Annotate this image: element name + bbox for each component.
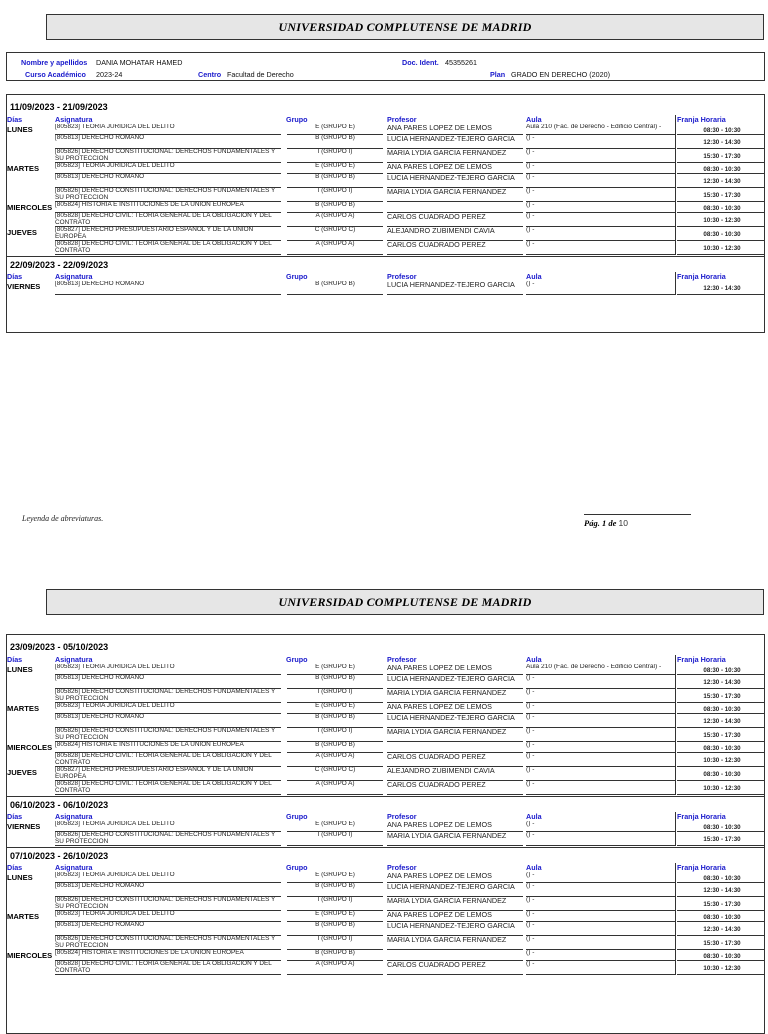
time-slot-cell: 15:30 - 17:30 — [703, 901, 741, 908]
professor-cell: LUCIA HERNANDEZ-TEJERO GARCIA — [387, 281, 515, 289]
professor-cell: MARIA LYDIA GARCIA FERNANDEZ — [387, 897, 507, 905]
professor-cell: LUCIA HERNANDEZ-TEJERO GARCIA — [387, 174, 515, 182]
professor-cell: LUCIA HERNANDEZ-TEJERO GARCIA — [387, 135, 515, 143]
row-rule — [677, 974, 765, 975]
column-header-franja: Franja Horaria — [677, 272, 726, 281]
subject-cell: [805823] TEORIA JURIDICA DEL DELITO — [55, 911, 175, 917]
column-header-grupo: Grupo — [286, 272, 308, 281]
column-header-asignatura: Asignatura — [55, 812, 93, 821]
row-rule — [677, 845, 765, 846]
subject-cell: [805823] TEORIA JURIDICA DEL DELITO — [55, 872, 175, 878]
row-rule — [55, 294, 281, 295]
row-rule — [526, 254, 676, 255]
row-rule — [526, 794, 676, 795]
column-header-aula: Aula — [526, 863, 542, 872]
column-header-aula: Aula — [526, 272, 542, 281]
time-slot-cell: 15:30 - 17:30 — [703, 153, 741, 160]
time-column-border — [675, 115, 676, 255]
weekday-label: VIERNES — [7, 282, 41, 291]
group-cell: B (GRUPO B) — [315, 202, 355, 208]
classroom-cell: () - — [526, 872, 535, 878]
row-rule — [55, 794, 281, 795]
group-cell: I (GRUPO I) — [317, 188, 353, 194]
weekday-label: LUNES — [7, 665, 33, 674]
time-slot-cell: 08:30 - 10:30 — [703, 126, 741, 134]
row-rule — [55, 845, 281, 846]
row-rule — [387, 254, 523, 255]
row-rule — [677, 162, 765, 163]
time-slot-cell: 08:30 - 10:30 — [703, 204, 741, 212]
row-rule — [287, 974, 383, 975]
group-cell: A (GRUPO A) — [315, 213, 355, 219]
classroom-cell: () - — [526, 149, 535, 155]
schedule-table-page-1 — [6, 94, 765, 333]
subject-cell: [805824] HISTORIA E INSTITUCIONES DE LA UNION EUROPEA — [55, 202, 244, 208]
professor-cell: CARLOS CUADRADO PEREZ — [387, 781, 486, 789]
group-cell: I (GRUPO I) — [317, 149, 353, 155]
subject-cell: [805826] DERECHO CONSTITUCIONAL: DERECHOS FUNDAMENTALES Y SU PROTECCION — [55, 936, 276, 949]
classroom-cell: () - — [526, 213, 535, 219]
time-slot-cell: 10:30 - 12:30 — [703, 965, 741, 972]
group-cell: B (GRUPO B) — [315, 174, 355, 180]
time-slot-cell: 15:30 - 17:30 — [703, 732, 741, 739]
column-header-aula: Aula — [526, 655, 542, 664]
classroom-cell: () - — [526, 922, 535, 928]
column-header-row — [7, 272, 764, 281]
classroom-cell: () - — [526, 950, 535, 956]
group-cell: B (GRUPO B) — [315, 922, 355, 928]
name-label: Nombre y apellidos — [21, 58, 88, 67]
classroom-cell: () - — [526, 714, 535, 720]
subject-cell: [805824] HISTORIA E INSTITUCIONES DE LA UNION EUROPEA — [55, 950, 244, 956]
time-slot-cell: 08:30 - 10:30 — [703, 952, 741, 960]
row-rule — [526, 974, 676, 975]
row-rule — [677, 148, 765, 149]
professor-cell: MARIA LYDIA GARCIA FERNANDEZ — [387, 936, 507, 944]
time-slot-cell: 08:30 - 10:30 — [703, 165, 741, 173]
professor-cell: CARLOS CUADRADO PEREZ — [387, 961, 486, 969]
group-cell: C (GRUPO C) — [314, 767, 356, 773]
group-cell: E (GRUPO E) — [315, 872, 355, 878]
professor-cell: CARLOS CUADRADO PEREZ — [387, 213, 486, 221]
time-slot-cell: 12:30 - 14:30 — [703, 178, 741, 185]
abbreviations-legend: Leyenda de abreviaturas. — [22, 514, 104, 523]
time-slot-cell: 08:30 - 10:30 — [703, 874, 741, 882]
row-rule — [677, 780, 765, 781]
classroom-cell: () - — [526, 897, 535, 903]
page-2-title-banner — [46, 589, 764, 615]
student-name: DANIA MOHATAR HAMED — [96, 58, 183, 67]
column-header-profesor: Profesor — [387, 812, 417, 821]
classroom-cell: () - — [526, 135, 535, 141]
period-date-range: 22/09/2023 - 22/09/2023 — [7, 256, 764, 272]
subject-cell: [805826] DERECHO CONSTITUCIONAL: DERECHOS FUNDAMENTALES Y SU PROTECCION — [55, 832, 276, 845]
column-header-profesor: Profesor — [387, 115, 417, 124]
subject-cell: [805823] TEORIA JURIDICA DEL DELITO — [55, 124, 175, 130]
professor-cell: LUCIA HERNANDEZ-TEJERO GARCIA — [387, 714, 515, 722]
classroom-cell: () - — [526, 281, 535, 287]
column-header-franja: Franja Horaria — [677, 863, 726, 872]
group-cell: E (GRUPO E) — [315, 124, 355, 130]
column-header-franja: Franja Horaria — [677, 115, 726, 124]
group-cell: B (GRUPO B) — [315, 675, 355, 681]
time-slot-cell: 15:30 - 17:30 — [703, 940, 741, 947]
group-cell: C (GRUPO C) — [314, 227, 356, 233]
row-rule — [677, 960, 765, 961]
subject-cell: [805823] TEORIA JURIDICA DEL DELITO — [55, 664, 175, 670]
group-cell: B (GRUPO B) — [315, 742, 355, 748]
row-rule — [677, 212, 765, 213]
time-slot-cell: 12:30 - 14:30 — [703, 285, 741, 292]
time-slot-cell: 12:30 - 14:30 — [703, 887, 741, 894]
period-date-range: 07/10/2023 - 26/10/2023 — [7, 847, 764, 863]
row-rule — [526, 294, 676, 295]
row-rule — [677, 935, 765, 936]
professor-cell: ANA PARES LOPEZ DE LEMOS — [387, 664, 492, 672]
time-slot-cell: 15:30 - 17:30 — [703, 192, 741, 199]
time-column-border — [675, 272, 676, 295]
time-slot-cell: 12:30 - 14:30 — [703, 718, 741, 725]
subject-cell: [805827] DERECHO PRESUPUESTARIO ESPAÑOL Y DE LA UNION EUROPEA — [55, 227, 254, 240]
professor-cell: LUCIA HERNANDEZ-TEJERO GARCIA — [387, 922, 515, 930]
classroom-cell: () - — [526, 188, 535, 194]
professor-cell: ANA PARES LOPEZ DE LEMOS — [387, 124, 492, 132]
weekday-label: LUNES — [7, 873, 33, 882]
time-column-border — [675, 863, 676, 975]
classroom-cell: () - — [526, 174, 535, 180]
weekday-label: MIERCOLES — [7, 743, 53, 752]
time-slot-cell: 08:30 - 10:30 — [703, 913, 741, 921]
column-header-row — [7, 655, 764, 664]
row-rule — [677, 766, 765, 767]
subject-cell: [805828] DERECHO CIVIL: TEORIA GENERAL DE LA OBLIGACION Y DEL CONTRATO — [55, 961, 272, 974]
professor-cell: ALEJANDRO ZUBIMENDI CAVIA — [387, 227, 495, 235]
group-cell: E (GRUPO E) — [315, 163, 355, 169]
subject-cell: [805826] DERECHO CONSTITUCIONAL: DERECHOS FUNDAMENTALES Y SU PROTECCION — [55, 149, 276, 162]
subject-cell: [805824] HISTORIA E INSTITUCIONES DE LA UNION EUROPEA — [55, 742, 244, 748]
subject-cell: [805813] DERECHO ROMANO — [55, 922, 145, 928]
university-title-2: UNIVERSIDAD COMPLUTENSE DE MADRID — [278, 594, 532, 609]
period-date-range: 23/09/2023 - 05/10/2023 — [10, 642, 109, 652]
subject-cell: [805828] DERECHO CIVIL: TEORIA GENERAL DE LA OBLIGACION Y DEL CONTRATO — [55, 753, 272, 766]
row-rule — [677, 254, 765, 255]
column-header-grupo: Grupo — [286, 115, 308, 124]
professor-cell: ANA PARES LOPEZ DE LEMOS — [387, 821, 492, 829]
group-cell: I (GRUPO I) — [317, 936, 353, 942]
subject-cell: [805823] TEORIA JURIDICA DEL DELITO — [55, 821, 175, 827]
row-rule — [677, 240, 765, 241]
period-date-range: 06/10/2023 - 06/10/2023 — [7, 796, 764, 812]
time-slot-cell: 08:30 - 10:30 — [703, 744, 741, 752]
subject-cell: [805813] DERECHO ROMANO — [55, 281, 145, 287]
group-cell: B (GRUPO B) — [315, 135, 355, 141]
classroom-cell: () - — [526, 911, 535, 917]
time-slot-cell: 08:30 - 10:30 — [703, 231, 741, 238]
group-cell: E (GRUPO E) — [315, 821, 355, 827]
subject-cell: [805813] DERECHO ROMANO — [55, 174, 145, 180]
row-rule — [677, 882, 765, 883]
curso-label: Curso Académico — [25, 70, 86, 79]
subject-cell: [805826] DERECHO CONSTITUCIONAL: DERECHOS FUNDAMENTALES Y SU PROTECCION — [55, 188, 276, 201]
time-slot-cell: 15:30 - 17:30 — [703, 836, 741, 843]
row-rule — [287, 254, 383, 255]
centro-value: Facultad de Derecho — [227, 70, 294, 79]
subject-cell: [805823] TEORIA JURIDICA DEL DELITO — [55, 703, 175, 709]
row-rule — [287, 845, 383, 846]
professor-cell — [387, 202, 523, 212]
professor-cell: LUCIA HERNANDEZ-TEJERO GARCIA — [387, 883, 515, 891]
classroom-cell: () - — [526, 821, 535, 827]
row-rule — [387, 794, 523, 795]
column-header-dias: Días — [7, 863, 23, 872]
classroom-cell: () - — [526, 961, 535, 967]
professor-cell: ANA PARES LOPEZ DE LEMOS — [387, 911, 492, 919]
subject-cell: [805828] DERECHO CIVIL: TEORIA GENERAL DE LA OBLIGACION Y DEL CONTRATO — [55, 241, 272, 254]
weekday-label: MARTES — [7, 704, 40, 713]
time-slot-cell: 08:30 - 10:30 — [703, 705, 741, 713]
subject-cell: [805826] DERECHO CONSTITUCIONAL: DERECHOS FUNDAMENTALES Y SU PROTECCION — [55, 897, 276, 910]
group-cell: B (GRUPO B) — [315, 714, 355, 720]
row-rule — [677, 831, 765, 832]
weekday-label: LUNES — [7, 125, 33, 134]
professor-cell: LUCIA HERNANDEZ-TEJERO GARCIA — [387, 675, 515, 683]
classroom-cell: () - — [526, 689, 535, 695]
weekday-label: JUEVES — [7, 768, 37, 777]
row-rule — [677, 294, 765, 295]
page-of: de — [608, 518, 617, 528]
subject-cell: [805826] DERECHO CONSTITUCIONAL: DERECHOS FUNDAMENTALES Y SU PROTECCION — [55, 689, 276, 702]
row-rule — [677, 713, 765, 714]
row-rule — [677, 794, 765, 795]
row-rule — [55, 974, 281, 975]
time-slot-cell: 12:30 - 14:30 — [703, 679, 741, 686]
column-header-asignatura: Asignatura — [55, 655, 93, 664]
group-cell: E (GRUPO E) — [315, 664, 355, 670]
plan-label: Plan — [490, 70, 506, 79]
classroom-cell: () - — [526, 675, 535, 681]
professor-cell: MARIA LYDIA GARCIA FERNANDEZ — [387, 149, 507, 157]
time-slot-cell: 08:30 - 10:30 — [703, 771, 741, 778]
group-cell: B (GRUPO B) — [315, 950, 355, 956]
classroom-cell: () - — [526, 936, 535, 942]
classroom-cell: () - — [526, 742, 535, 748]
column-header-dias: Días — [7, 655, 23, 664]
professor-cell: MARIA LYDIA GARCIA FERNANDEZ — [387, 728, 507, 736]
row-rule — [387, 294, 523, 295]
column-header-franja: Franja Horaria — [677, 655, 726, 664]
column-header-row — [7, 812, 764, 821]
time-slot-cell: 08:30 - 10:30 — [703, 823, 741, 831]
row-rule — [677, 752, 765, 753]
weekday-label: MARTES — [7, 164, 40, 173]
column-header-profesor: Profesor — [387, 655, 417, 664]
classroom-cell: () - — [526, 781, 535, 787]
classroom-cell: () - — [526, 753, 535, 759]
row-rule — [677, 896, 765, 897]
time-slot-cell: 10:30 - 12:30 — [703, 757, 741, 764]
classroom-cell: () - — [526, 703, 535, 709]
subject-cell: [805813] DERECHO ROMANO — [55, 883, 145, 889]
classroom-cell: Aula 210 (Fac. de Derecho - Edificio Central) - — [526, 664, 662, 670]
row-rule — [677, 134, 765, 135]
time-column-border — [675, 655, 676, 795]
student-info-box — [6, 52, 765, 81]
column-header-row — [7, 863, 764, 872]
professor-cell: MARIA LYDIA GARCIA FERNANDEZ — [387, 832, 507, 840]
classroom-cell: () - — [526, 767, 535, 773]
row-rule — [526, 845, 676, 846]
group-cell: A (GRUPO A) — [315, 241, 355, 247]
subject-cell: [805826] DERECHO CONSTITUCIONAL: DERECHOS FUNDAMENTALES Y SU PROTECCION — [55, 728, 276, 741]
column-header-grupo: Grupo — [286, 863, 308, 872]
subject-cell: [805813] DERECHO ROMANO — [55, 675, 145, 681]
classroom-cell: () - — [526, 202, 535, 208]
row-rule — [677, 201, 765, 202]
university-title: UNIVERSIDAD COMPLUTENSE DE MADRID — [278, 19, 532, 34]
row-rule — [55, 254, 281, 255]
doc-label: Doc. Ident. — [402, 58, 439, 67]
row-rule — [677, 702, 765, 703]
subject-cell: [805827] DERECHO PRESUPUESTARIO ESPAÑOL Y DE LA UNION EUROPEA — [55, 767, 254, 780]
column-header-row — [7, 115, 764, 124]
group-cell: I (GRUPO I) — [317, 689, 353, 695]
centro-label: Centro — [198, 70, 222, 79]
group-cell: B (GRUPO B) — [315, 281, 355, 287]
group-cell: I (GRUPO I) — [317, 728, 353, 734]
time-slot-cell: 10:30 - 12:30 — [703, 785, 741, 792]
group-cell: B (GRUPO B) — [315, 883, 355, 889]
professor-cell: CARLOS CUADRADO PEREZ — [387, 241, 486, 249]
row-rule — [677, 688, 765, 689]
weekday-label: MARTES — [7, 912, 40, 921]
professor-cell: ALEJANDRO ZUBIMENDI CAVIA — [387, 767, 495, 775]
group-cell: A (GRUPO A) — [315, 961, 355, 967]
group-cell: I (GRUPO I) — [317, 897, 353, 903]
curso-value: 2023-24 — [96, 70, 123, 79]
time-slot-cell: 12:30 - 14:30 — [703, 926, 741, 933]
group-cell: E (GRUPO E) — [315, 911, 355, 917]
column-header-grupo: Grupo — [286, 812, 308, 821]
page-number — [584, 514, 691, 528]
classroom-cell: () - — [526, 241, 535, 247]
time-column-border — [675, 812, 676, 846]
professor-cell: MARIA LYDIA GARCIA FERNANDEZ — [387, 689, 507, 697]
schedule-table-page-2 — [6, 634, 765, 1034]
row-rule — [677, 173, 765, 174]
professor-cell — [387, 950, 523, 960]
plan-value: GRADO EN DERECHO (2020) — [511, 70, 611, 79]
classroom-cell: () - — [526, 163, 535, 169]
column-header-dias: Días — [7, 272, 23, 281]
classroom-cell: () - — [526, 227, 535, 233]
page-prefix: Pág. — [584, 518, 600, 528]
row-rule — [677, 226, 765, 227]
row-rule — [677, 949, 765, 950]
classroom-cell: Aula 210 (Fac. de Derecho - Edificio Central) - — [526, 124, 662, 130]
row-rule — [677, 727, 765, 728]
time-slot-cell: 12:30 - 14:30 — [703, 139, 741, 146]
row-rule — [677, 921, 765, 922]
column-header-aula: Aula — [526, 115, 542, 124]
time-slot-cell: 10:30 - 12:30 — [703, 245, 741, 252]
subject-cell: [805813] DERECHO ROMANO — [55, 135, 145, 141]
professor-cell: ANA PARES LOPEZ DE LEMOS — [387, 703, 492, 711]
weekday-label: JUEVES — [7, 228, 37, 237]
classroom-cell: () - — [526, 883, 535, 889]
column-header-asignatura: Asignatura — [55, 272, 93, 281]
row-rule — [387, 974, 523, 975]
subject-cell: [805828] DERECHO CIVIL: TEORIA GENERAL DE LA OBLIGACION Y DEL CONTRATO — [55, 213, 272, 226]
classroom-cell: () - — [526, 728, 535, 734]
row-rule — [677, 187, 765, 188]
professor-cell: ANA PARES LOPEZ DE LEMOS — [387, 872, 492, 880]
group-cell: E (GRUPO E) — [315, 703, 355, 709]
period-date-range: 11/09/2023 - 21/09/2023 — [10, 102, 108, 112]
subject-cell: [805828] DERECHO CIVIL: TEORIA GENERAL DE LA OBLIGACION Y DEL CONTRATO — [55, 781, 272, 794]
subject-cell: [805823] TEORIA JURIDICA DEL DELITO — [55, 163, 175, 169]
column-header-dias: Días — [7, 812, 23, 821]
weekday-label: VIERNES — [7, 822, 41, 831]
classroom-cell: () - — [526, 832, 535, 838]
column-header-grupo: Grupo — [286, 655, 308, 664]
column-header-aula: Aula — [526, 812, 542, 821]
subject-cell: [805813] DERECHO ROMANO — [55, 714, 145, 720]
time-slot-cell: 08:30 - 10:30 — [703, 666, 741, 674]
column-header-asignatura: Asignatura — [55, 863, 93, 872]
row-rule — [677, 910, 765, 911]
row-rule — [677, 741, 765, 742]
time-slot-cell: 15:30 - 17:30 — [703, 693, 741, 700]
row-rule — [287, 294, 383, 295]
column-header-franja: Franja Horaria — [677, 812, 726, 821]
professor-cell: MARIA LYDIA GARCIA FERNANDEZ — [387, 188, 507, 196]
weekday-label: MIERCOLES — [7, 203, 53, 212]
column-header-asignatura: Asignatura — [55, 115, 93, 124]
professor-cell — [387, 742, 523, 752]
column-header-dias: Días — [7, 115, 23, 124]
column-header-profesor: Profesor — [387, 863, 417, 872]
group-cell: A (GRUPO A) — [315, 753, 355, 759]
group-cell: I (GRUPO I) — [317, 832, 353, 838]
weekday-label: MIERCOLES — [7, 951, 53, 960]
group-cell: A (GRUPO A) — [315, 781, 355, 787]
professor-cell: CARLOS CUADRADO PEREZ — [387, 753, 486, 761]
time-slot-cell: 10:30 - 12:30 — [703, 217, 741, 224]
row-rule — [387, 845, 523, 846]
doc-value: 45355261 — [445, 58, 477, 67]
page-1-title-banner — [46, 14, 764, 40]
column-header-profesor: Profesor — [387, 272, 417, 281]
professor-cell: ANA PARES LOPEZ DE LEMOS — [387, 163, 492, 171]
page-total: 10 — [618, 518, 628, 528]
row-rule — [287, 794, 383, 795]
row-rule — [677, 674, 765, 675]
page-current: 1 — [601, 518, 607, 528]
